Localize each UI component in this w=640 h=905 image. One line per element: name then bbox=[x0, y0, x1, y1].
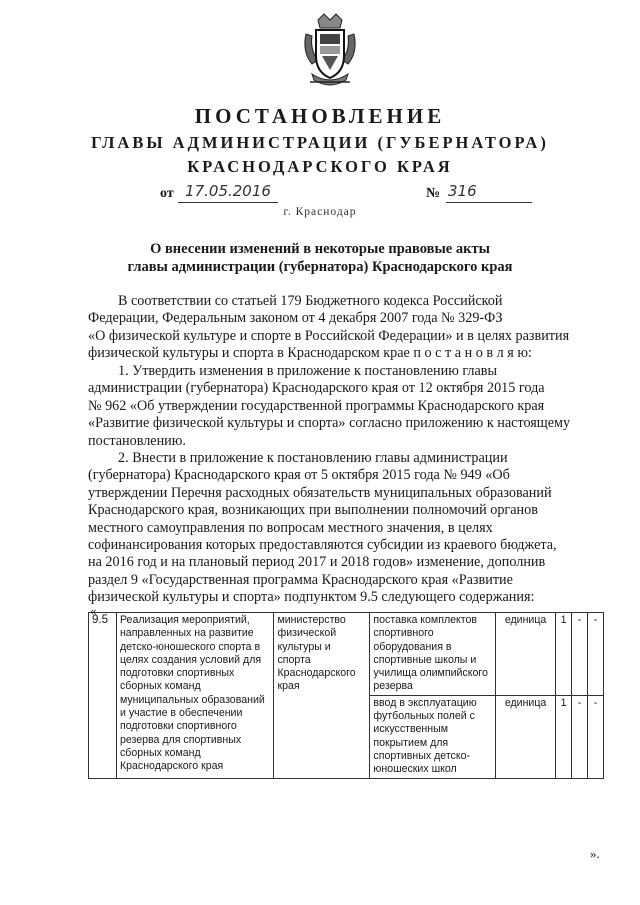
open-quote: « bbox=[90, 603, 97, 618]
text-line: постановлению. bbox=[88, 432, 186, 449]
text-line: «О физической культуре и спорте в Российской Федерации» и в целях развития bbox=[88, 327, 570, 344]
text-line: софинансирования которых предоставляются субсидии из краевого бюджета, bbox=[88, 537, 557, 554]
text-line: 2. Внести в приложение к постановлению главы администрации bbox=[118, 450, 508, 466]
unit-cell: единица bbox=[496, 613, 556, 696]
preamble-paragraph bbox=[88, 293, 604, 363]
text-line: (губернатора) Краснодарского края от 5 октября 2015 года № 949 «Об bbox=[88, 467, 510, 484]
item-number-cell: 9.5 bbox=[89, 613, 117, 779]
text-line: администрации (губернатора) Краснодарского края от 12 октября 2015 года bbox=[88, 380, 545, 397]
text-line: В соответствии со статьей 179 Бюджетного кодекса Российской bbox=[118, 293, 503, 309]
date-underline bbox=[178, 202, 278, 203]
number-prefix: № bbox=[426, 186, 441, 201]
text-line: физической культуры и спорта» подпунктом 9.5 следующего содержания: bbox=[88, 589, 535, 606]
date-prefix: от bbox=[160, 186, 174, 201]
value-cell: - bbox=[587, 613, 603, 696]
heading-line-1: О внесении изменений в некоторые правовые акты bbox=[150, 241, 490, 257]
table-row bbox=[89, 613, 604, 696]
indicator-cell: поставка комплектов спортивного оборудования в спортивные школы и училища олимпийского резерва bbox=[370, 613, 496, 696]
subsidy-table bbox=[88, 612, 604, 779]
item-2-paragraph bbox=[88, 450, 604, 607]
responsible-body-cell: министерство физической культуры и спорта Краснодарского края bbox=[274, 613, 370, 779]
text-line: Федерации, Федеральным законом от 4 декабря 2007 года № 329-ФЗ bbox=[88, 310, 503, 327]
text-line: на 2016 год и на плановый период 2017 и 2018 годов» изменение, дополнив bbox=[88, 554, 546, 571]
value-cell: - bbox=[572, 613, 588, 696]
text-line: местного самоуправления по вопросам местного значения, в целях bbox=[88, 519, 493, 536]
text-line: раздел 9 «Государственная программа Краснодарского края «Развитие bbox=[88, 571, 513, 588]
item-1-paragraph bbox=[88, 363, 604, 450]
close-quote: ». bbox=[590, 846, 600, 861]
issuer-line-1: ГЛАВЫ АДМИНИСТРАЦИИ (ГУБЕРНАТОРА) bbox=[91, 133, 549, 152]
text-line: утверждении Перечня расходных обязательств муниципальных образований bbox=[88, 484, 552, 501]
value-cell: 1 bbox=[556, 613, 572, 696]
text-line: № 962 «Об утверждении государственной программы Краснодарского края bbox=[88, 397, 545, 414]
heading-line-2: главы администрации (губернатора) Краснодарского края bbox=[127, 259, 513, 275]
text-line: «Развитие физической культуры и спорта» согласно приложению к настоящему bbox=[88, 415, 571, 432]
indicator-cell: ввод в эксплуатацию футбольных полей с искусственным покрытием для спортивных детско-юношеских школ bbox=[370, 695, 496, 778]
text-line: Краснодарского края, возникающих при выполнении полномочий органов bbox=[88, 502, 538, 519]
document-date: 17.05.2016 bbox=[185, 182, 271, 200]
number-underline bbox=[446, 202, 532, 203]
coat-of-arms-emblem bbox=[298, 12, 362, 92]
document-title: ПОСТАНОВЛЕНИЕ bbox=[194, 104, 446, 128]
value-cell: 1 bbox=[556, 695, 572, 778]
measure-description-cell: Реализация мероприятий, направленных на развитие детско-юношеского спорта в целях создания условий для подготовки спортивных сборных команд муниципальных образований и участие в обеспечении подготовки спортивного резерва для спортивных сборных команд Краснодарского края bbox=[116, 613, 274, 779]
unit-cell: единица bbox=[496, 695, 556, 778]
issuer-line-2: КРАСНОДАРСКОГО КРАЯ bbox=[187, 157, 453, 176]
value-cell: - bbox=[587, 695, 603, 778]
value-cell: - bbox=[572, 695, 588, 778]
text-line: 1. Утвердить изменения в приложение к постановлению главы bbox=[118, 363, 498, 379]
text-line: физической культуры и спорта в Краснодарском крае п о с т а н о в л я ю: bbox=[88, 345, 532, 362]
document-number: 316 bbox=[448, 182, 477, 200]
city: г. Краснодар bbox=[283, 206, 357, 218]
